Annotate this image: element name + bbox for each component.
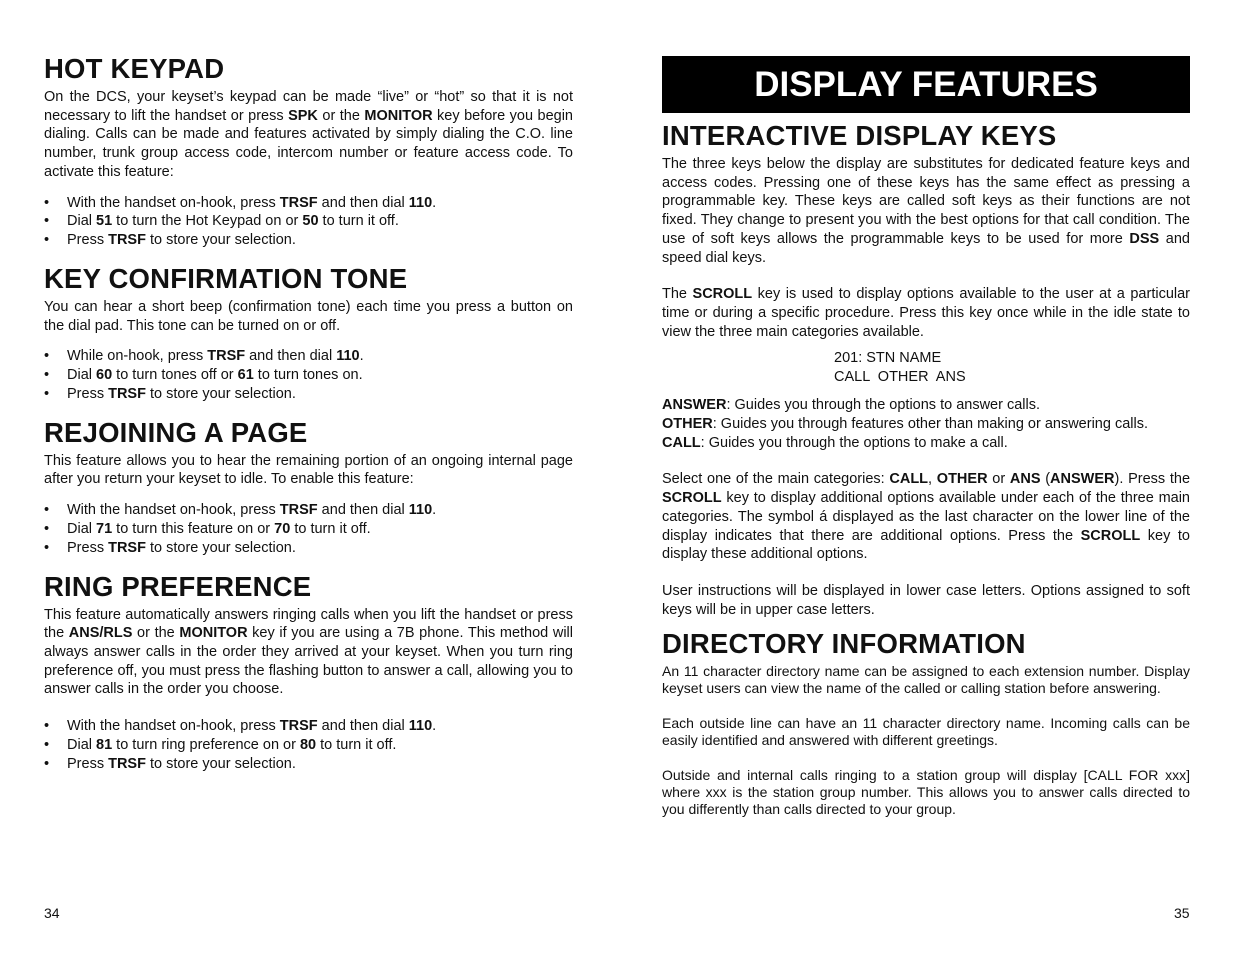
left-page <box>44 54 573 773</box>
bullet-icon: • <box>44 232 50 249</box>
list-item: • Dial 81 to turn ring preference on or 80 to turn it off. <box>44 736 397 753</box>
bold-term: TRSF <box>207 348 246 365</box>
ring-preference-section <box>44 572 573 774</box>
hot-keypad-section <box>44 54 573 250</box>
bullet-icon: • <box>44 213 50 230</box>
bold-term: ANS <box>1009 471 1041 488</box>
section-text: The SCROLL key is used to display options available to the user at a particular time or during a specific procedure. Press this key once while in the idle state to view the three main categories available. <box>662 286 1191 340</box>
bold-term: TRSF <box>108 755 146 772</box>
list-item: • Dial 71 to turn this feature on or 70 to turn it off. <box>44 520 371 537</box>
bold-term: CALL <box>889 471 929 488</box>
rejoining-page-section <box>44 418 573 558</box>
list-item: • While on-hook, press TRSF and then dial 110. <box>44 348 364 365</box>
list-item: • With the handset on-hook, press TRSF and then dial 110. <box>44 194 437 211</box>
bold-term: 81 <box>96 736 113 753</box>
key-confirmation-section <box>44 264 573 404</box>
bold-term: 71 <box>96 520 113 537</box>
bold-term: SCROLL <box>692 286 753 303</box>
section-text: On the DCS, your keyset’s keypad can be made “live” or “hot” so that it is not necessary to lift the handset or press SPK or the MONITOR key before you begin dialing. Calls can be made and features activated by simply dialing the C.O. line number, trunk group access code, intercom number or feature access code. To activate this feature: <box>44 89 573 180</box>
bullet-icon: • <box>44 385 50 402</box>
bold-term: 70 <box>274 520 291 537</box>
list-item: • Press TRSF to store your selection. <box>44 755 296 772</box>
bold-term: 50 <box>302 213 319 230</box>
display-line: 201: STN NAME <box>834 350 942 367</box>
list-item: • Dial 51 to turn the Hot Keypad on or 50 to turn it off. <box>44 213 399 230</box>
bullet-icon: • <box>44 755 50 772</box>
list-item: • With the handset on-hook, press TRSF and then dial 110. <box>44 502 437 519</box>
bold-term: MONITOR <box>179 625 248 642</box>
bold-term: 51 <box>96 213 113 230</box>
bullet-icon: • <box>44 367 50 384</box>
page-banner: DISPLAY FEATURES <box>662 56 1190 113</box>
instruction-list <box>44 717 573 773</box>
section-text: The three keys below the display are substitutes for dedicated feature keys and access codes. Pressing one of these keys has the same effect as pressing a programmable key. These keys are called soft keys as their functions are not fixed. They change to present you with the best options for that call condition. The use of soft keys allows the programmable keys to be used for more DSS and speed dial keys. <box>662 156 1190 266</box>
instruction-list <box>44 501 573 557</box>
definition-line: CALL: Guides you through the options to make a call. <box>662 434 1008 451</box>
section-text: You can hear a short beep (confirmation tone) each time you press a button on the dial pad. This tone can be turned on or off. <box>44 298 573 334</box>
bold-term: 110 <box>408 194 433 211</box>
bold-term: 61 <box>237 367 254 384</box>
bullet-icon: • <box>44 502 50 519</box>
section-heading: DIRECTORY INFORMATION <box>662 628 1026 660</box>
section-text: This feature automatically answers ringing calls when you lift the handset or press the ANS/RLS or the MONITOR key if you are using a 7B phone. This method will always answer calls in the order they arrived at your keyset. When you turn ring preference off, you must press the flashing button to answer a call, allowing you to answer calls in the order you choose. <box>44 606 573 698</box>
bold-term: CALL <box>662 434 701 451</box>
bold-term: 80 <box>299 736 317 753</box>
page-number-right: 35 <box>1174 905 1190 921</box>
bullet-icon: • <box>44 348 50 365</box>
bold-term: 110 <box>408 718 433 735</box>
bold-term: ANSWER <box>662 397 727 414</box>
definition-line: ANSWER: Guides you through the options to answer calls. <box>662 397 1040 414</box>
bold-term: SPK <box>288 107 318 124</box>
bold-term: SCROLL <box>1080 527 1141 544</box>
display-screen-example <box>834 349 1190 386</box>
bold-term: TRSF <box>279 194 318 211</box>
section-heading: INTERACTIVE DISPLAY KEYS <box>662 120 1057 151</box>
section-text: An 11 character directory name can be assigned to each extension number. Display keyset users can view the name of the called or calling station before answering. <box>662 663 1190 697</box>
bullet-icon: • <box>44 194 50 211</box>
bold-term: ANSWER <box>1050 471 1115 488</box>
bullet-icon: • <box>44 718 50 735</box>
directory-information-section <box>662 629 1190 818</box>
section-heading: KEY CONFIRMATION TONE <box>44 262 408 294</box>
bullet-icon: • <box>44 539 50 556</box>
section-text: Outside and internal calls ringing to a station group will display [CALL FOR xxx] where xxx is the station group number. This allows you to answer calls directed to you differently than calls directed to your group. <box>662 767 1190 818</box>
bold-term: OTHER <box>662 416 713 433</box>
definition-line: OTHER: Guides you through features other than making or answering calls. <box>662 416 1148 433</box>
bold-term: TRSF <box>279 718 318 735</box>
bold-term: DSS <box>1129 230 1160 247</box>
bold-term: TRSF <box>108 232 146 249</box>
display-line: CALL OTHER ANS <box>834 368 966 385</box>
list-item: • Press TRSF to store your selection. <box>44 539 296 556</box>
bold-term: TRSF <box>108 385 146 402</box>
soft-key-definitions <box>662 396 1190 452</box>
bold-term: OTHER <box>936 471 988 488</box>
bold-term: ANS/RLS <box>68 625 133 642</box>
bold-term: TRSF <box>108 539 146 556</box>
bold-term: TRSF <box>279 502 318 519</box>
section-text: User instructions will be displayed in lower case letters. Options assigned to soft keys will be in upper case letters. <box>662 582 1190 618</box>
bullet-icon: • <box>44 736 50 753</box>
bold-term: 60 <box>96 367 113 384</box>
list-item: • Dial 60 to turn tones off or 61 to turn tones on. <box>44 367 363 384</box>
list-item: • Press TRSF to store your selection. <box>44 232 296 249</box>
list-item: • Press TRSF to store your selection. <box>44 385 296 402</box>
bold-term: 110 <box>408 502 433 519</box>
section-text: Select one of the main categories: CALL, OTHER or ANS (ANSWER). Press the SCROLL key to display additional options available under each of the three main categories. The symbol á displayed as the last character on the lower line of the display indicates that there are additional options. Press the SCROLL key to display these additional options. <box>662 471 1191 563</box>
right-page <box>662 56 1190 818</box>
bold-term: MONITOR <box>364 107 433 124</box>
list-item: • With the handset on-hook, press TRSF and then dial 110. <box>44 718 437 735</box>
section-text: Each outside line can have an 11 character directory name. Incoming calls can be easily identified and answered with different greetings. <box>662 715 1190 749</box>
page-number-left: 34 <box>44 905 60 921</box>
instruction-list <box>44 347 573 403</box>
interactive-display-keys-section <box>662 121 1190 619</box>
instruction-list <box>44 194 573 250</box>
bold-term: SCROLL <box>662 490 722 507</box>
section-heading: REJOINING A PAGE <box>44 416 308 448</box>
bullet-icon: • <box>44 520 50 537</box>
section-heading: RING PREFERENCE <box>44 570 312 602</box>
section-text: This feature allows you to hear the remaining portion of an ongoing internal page after you return your keyset to idle. To enable this feature: <box>44 452 573 488</box>
bold-term: 110 <box>336 348 360 365</box>
section-heading: HOT KEYPAD <box>44 53 225 84</box>
